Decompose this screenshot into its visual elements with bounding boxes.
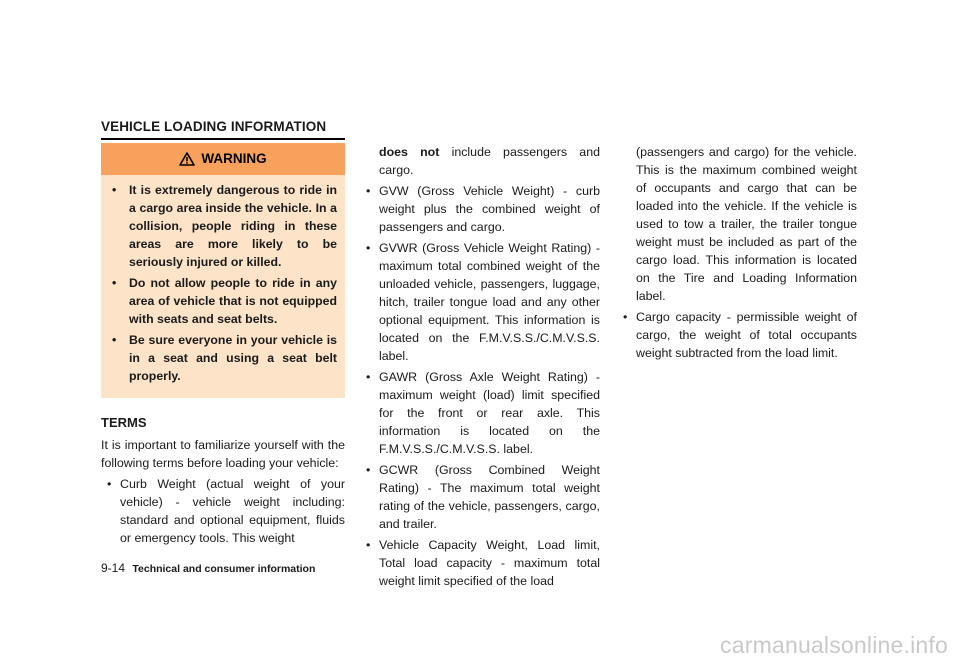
bullet: • — [107, 477, 112, 491]
term-text: GVW (Gross Vehicle Weight) - curb weight plus the combined weight of passengers and cargo. — [379, 184, 600, 234]
bullet: • — [112, 276, 117, 290]
bullet: • — [366, 184, 371, 198]
term-vehicle-capacity — [360, 536, 600, 590]
emphasis-text: does not — [379, 145, 440, 159]
warning-box — [101, 143, 345, 398]
warning-item — [109, 331, 337, 385]
page-number: 9-14 — [101, 561, 126, 575]
bullet: • — [366, 463, 371, 477]
page-footer — [101, 561, 315, 575]
section-title: VEHICLE LOADING INFORMATION — [101, 118, 345, 140]
term-cargo-capacity — [617, 308, 857, 362]
warning-header — [101, 143, 345, 175]
bullet: • — [366, 370, 371, 384]
term-text: GVWR (Gross Vehicle Weight Rating) - maximum total combined weight of the unloaded vehicle, passengers, luggage, hitch, trailer tongue load and any other optional equipment. This information is located on the F.M.V.S.S./C.M.V.S.S. label. — [379, 241, 600, 363]
bullet: • — [112, 333, 117, 347]
term-gvw — [360, 182, 600, 236]
watermark: carmanualsonline.info — [720, 632, 948, 658]
term-gvwr — [360, 239, 600, 365]
bullet: • — [112, 183, 117, 197]
term-text: GAWR (Gross Axle Weight Rating) - maximum weight (load) limit specified for the front or rear axle. This information is located on the F.M.V.S.S./C.M.V.S.S. label. — [379, 370, 600, 456]
column-2 — [360, 143, 600, 593]
terms-heading: TERMS — [101, 415, 147, 430]
terms-intro: It is important to familiarize yourself with the following terms before loading your vehicle: — [101, 438, 345, 470]
term-text: GCWR (Gross Combined Weight Rating) - The maximum total weight rating of the vehicle, passengers, cargo, and trailer. — [379, 463, 600, 531]
term-text: Vehicle Capacity Weight, Load limit, Total load capacity - maximum total weight limit specified of the load — [379, 538, 600, 588]
column-3 — [617, 143, 857, 365]
bullet: • — [366, 241, 371, 255]
bullet: • — [366, 538, 371, 552]
term-text: Cargo capacity - permissible weight of cargo, the weight of total occupants weight subtracted from the load limit. — [636, 310, 857, 360]
term-curb-weight-continued — [360, 143, 600, 179]
warning-title: WARNING — [201, 151, 267, 166]
column-1 — [101, 143, 345, 550]
term-gawr — [360, 368, 600, 458]
term-text: Curb Weight (actual weight of your vehicle) - vehicle weight including: standard and optional equipment, fluids or emergency tools. This weight — [120, 477, 345, 545]
term-vehicle-capacity-continued: (passengers and cargo) for the vehicle. This is the maximum combined weight of occupants and cargo that can be loaded into the vehicle. If the vehicle is used to tow a trailer, the trailer tongue weight must be included as part of the cargo load. This information is located on the Tire and Loading Information label. — [636, 145, 857, 303]
term-text: include passengers and cargo. — [379, 145, 600, 177]
chapter-title: Technical and consumer information — [132, 563, 316, 575]
bullet: • — [623, 310, 628, 324]
warning-item-text: Do not allow people to ride in any area of vehicle that is not equipped with seats and seat belts. — [129, 276, 337, 326]
warning-item-text: Be sure everyone in your vehicle is in a seat and using a seat belt properly. — [129, 333, 337, 383]
warning-item — [109, 181, 337, 271]
term-gcwr — [360, 461, 600, 533]
warning-item-text: It is extremely dangerous to ride in a cargo area inside the vehicle. In a collision, people riding in these areas are more likely to be seriously injured or killed. — [129, 183, 337, 269]
term-curb-weight — [101, 475, 345, 547]
warning-triangle-icon — [179, 152, 195, 166]
warning-item — [109, 274, 337, 328]
